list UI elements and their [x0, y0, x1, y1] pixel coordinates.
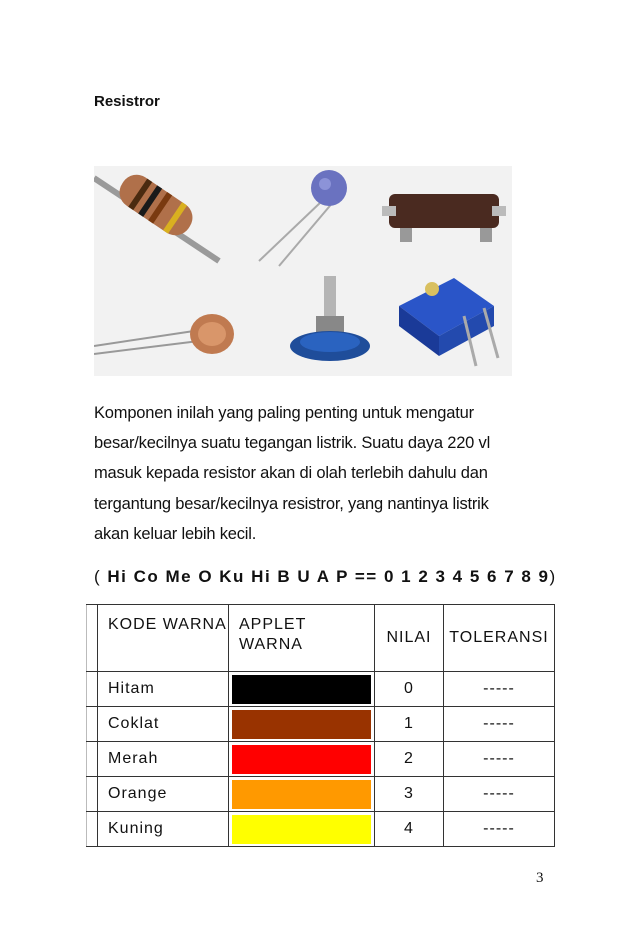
header-kode-warna: KODE WARNA	[98, 605, 229, 672]
color-swatch	[232, 815, 371, 844]
paragraph-line: tergantung besar/kecilnya resistror, yang nantinya listrik	[94, 494, 489, 513]
stub-cell	[87, 707, 98, 742]
section-heading: Resistror	[94, 93, 160, 110]
paragraph-line: masuk kepada resistor akan di olah terlebih dahulu dan	[94, 464, 488, 483]
table-row	[87, 672, 555, 707]
color-code-mnemonic	[94, 567, 557, 587]
stub-cell	[87, 605, 98, 672]
resistor-components-photo	[94, 166, 512, 376]
color-swatch-cell	[229, 742, 375, 777]
color-swatch-cell	[229, 812, 375, 847]
color-name-cell: Kuning	[98, 812, 229, 847]
header-applet-warna: APPLET WARNA	[229, 605, 375, 672]
table-row	[87, 812, 555, 847]
mnemonic-text: Hi Co Me O Ku Hi B U A P == 0 1 2 3 4 5 6 7 8 9	[107, 567, 550, 586]
description-paragraph	[94, 398, 534, 549]
color-name-cell: Merah	[98, 742, 229, 777]
tolerance-cell: -----	[444, 812, 555, 847]
page-number: 3	[536, 870, 544, 886]
color-swatch-cell	[229, 707, 375, 742]
color-name-cell: Orange	[98, 777, 229, 812]
value-cell: 3	[375, 777, 444, 812]
tolerance-cell: -----	[444, 742, 555, 777]
stub-cell	[87, 812, 98, 847]
mnemonic-close: )	[549, 567, 557, 586]
color-code-table	[86, 604, 555, 847]
tolerance-cell: -----	[444, 707, 555, 742]
mnemonic-open: (	[94, 567, 108, 586]
header-toleransi: TOLERANSI	[444, 605, 555, 672]
value-cell: 0	[375, 672, 444, 707]
value-cell: 4	[375, 812, 444, 847]
color-swatch	[232, 710, 371, 739]
table-header-row	[87, 605, 555, 672]
paragraph-line: besar/kecilnya suatu tegangan listrik. Suatu daya 220 vl	[94, 434, 491, 453]
stub-cell	[87, 672, 98, 707]
color-swatch	[232, 745, 371, 774]
header-nilai: NILAI	[375, 605, 444, 672]
paragraph-line: Komponen inilah yang paling penting untuk mengatur	[94, 404, 474, 422]
color-swatch	[232, 780, 371, 809]
value-cell: 1	[375, 707, 444, 742]
color-swatch-cell	[229, 777, 375, 812]
value-cell: 2	[375, 742, 444, 777]
color-swatch	[232, 675, 371, 704]
stub-cell	[87, 742, 98, 777]
table-row	[87, 742, 555, 777]
table-row	[87, 777, 555, 812]
stub-cell	[87, 777, 98, 812]
tolerance-cell: -----	[444, 672, 555, 707]
paragraph-line: akan keluar lebih kecil.	[94, 524, 257, 543]
color-swatch-cell	[229, 672, 375, 707]
tolerance-cell: -----	[444, 777, 555, 812]
table-row	[87, 707, 555, 742]
color-name-cell: Hitam	[98, 672, 229, 707]
color-name-cell: Coklat	[98, 707, 229, 742]
